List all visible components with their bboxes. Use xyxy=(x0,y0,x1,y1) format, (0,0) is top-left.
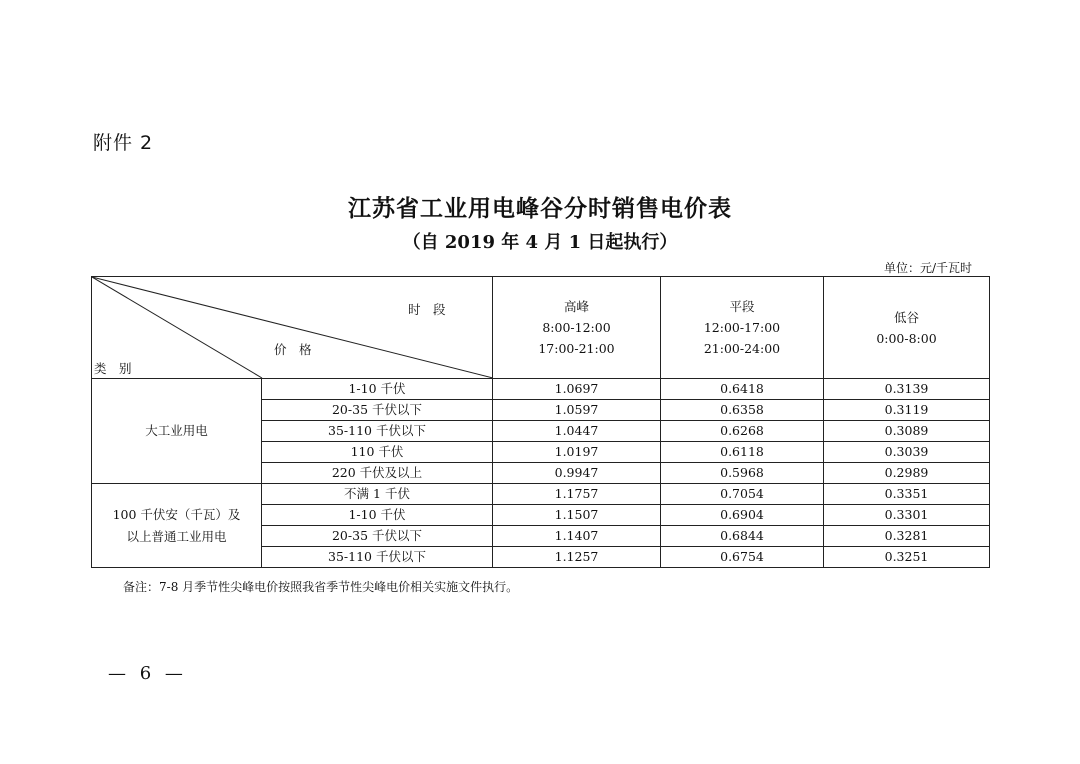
valley-price-cell: 0.3301 xyxy=(824,505,990,526)
peak-price-cell: 0.9947 xyxy=(493,463,661,484)
flat-price-cell: 0.6418 xyxy=(661,379,824,400)
column-time-range: 17:00-21:00 xyxy=(538,341,615,356)
document-subtitle: （自 2019 年 4 月 1 日起执行） xyxy=(402,232,678,253)
valley-price-cell: 0.3251 xyxy=(824,547,990,568)
voltage-cell: 20-35 千伏以下 xyxy=(262,400,493,421)
flat-price-cell: 0.6358 xyxy=(661,400,824,421)
table-row xyxy=(92,379,990,400)
peak-price-cell: 1.0597 xyxy=(493,400,661,421)
voltage-cell: 1-10 千伏 xyxy=(262,379,493,400)
table-header-row xyxy=(92,277,990,379)
category-line: 100 千伏安（千瓦）及 xyxy=(112,506,241,522)
header-time-label: 时 段 xyxy=(408,302,446,317)
flat-price-cell: 0.7054 xyxy=(661,484,824,505)
flat-price-cell: 0.6268 xyxy=(661,421,824,442)
column-header-valley xyxy=(824,277,990,379)
column-header-flat xyxy=(661,277,824,379)
valley-price-cell: 0.3039 xyxy=(824,442,990,463)
price-table xyxy=(91,276,990,568)
header-category-label: 类 别 xyxy=(94,361,132,376)
valley-price-cell: 0.2989 xyxy=(824,463,990,484)
column-time-range: 0:00-8:00 xyxy=(876,330,937,346)
peak-price-cell: 1.1257 xyxy=(493,547,661,568)
column-time-range: 8:00-12:00 xyxy=(542,320,611,335)
voltage-cell: 35-110 千伏以下 xyxy=(262,421,493,442)
column-time-range: 21:00-24:00 xyxy=(703,341,781,356)
diagonal-header-cell xyxy=(92,277,493,379)
column-header-peak xyxy=(493,277,661,379)
valley-price-cell: 0.3119 xyxy=(824,400,990,421)
voltage-cell: 不满 1 千伏 xyxy=(262,484,493,505)
voltage-cell: 1-10 千伏 xyxy=(262,505,493,526)
column-time-range: 12:00-17:00 xyxy=(703,320,781,335)
category-line: 以上普通工业用电 xyxy=(126,528,227,544)
column-name: 低谷 xyxy=(893,309,919,325)
peak-price-cell: 1.0197 xyxy=(493,442,661,463)
diagonal-lines xyxy=(92,277,493,378)
category-cell-large-industry: 大工业用电 xyxy=(92,379,262,484)
voltage-cell: 20-35 千伏以下 xyxy=(262,526,493,547)
peak-price-cell: 1.0447 xyxy=(493,421,661,442)
peak-price-cell: 1.1407 xyxy=(493,526,661,547)
column-name: 高峰 xyxy=(563,299,589,314)
table-row xyxy=(92,484,990,505)
attachment-label: 附件 2 xyxy=(93,132,154,154)
page-number: — 6 — xyxy=(108,663,187,684)
column-name: 平段 xyxy=(729,299,755,314)
peak-price-cell: 1.1757 xyxy=(493,484,661,505)
voltage-cell: 35-110 千伏以下 xyxy=(262,547,493,568)
flat-price-cell: 0.6844 xyxy=(661,526,824,547)
flat-price-cell: 0.6754 xyxy=(661,547,824,568)
document-title: 江苏省工业用电峰谷分时销售电价表 xyxy=(348,195,732,222)
header-price-label: 价 格 xyxy=(274,342,312,357)
valley-price-cell: 0.3089 xyxy=(824,421,990,442)
valley-price-cell: 0.3351 xyxy=(824,484,990,505)
flat-price-cell: 0.6904 xyxy=(661,505,824,526)
voltage-cell: 110 千伏 xyxy=(262,442,493,463)
flat-price-cell: 0.5968 xyxy=(661,463,824,484)
flat-price-cell: 0.6118 xyxy=(661,442,824,463)
peak-price-cell: 1.1507 xyxy=(493,505,661,526)
unit-label: 单位：元/千瓦时 xyxy=(883,261,972,275)
peak-price-cell: 1.0697 xyxy=(493,379,661,400)
category-cell-general-industry xyxy=(92,484,262,568)
voltage-cell: 220 千伏及以上 xyxy=(262,463,493,484)
valley-price-cell: 0.3281 xyxy=(824,526,990,547)
table-note: 备注：7-8 月季节性尖峰电价按照我省季节性尖峰电价相关实施文件执行。 xyxy=(123,580,519,594)
valley-price-cell: 0.3139 xyxy=(824,379,990,400)
